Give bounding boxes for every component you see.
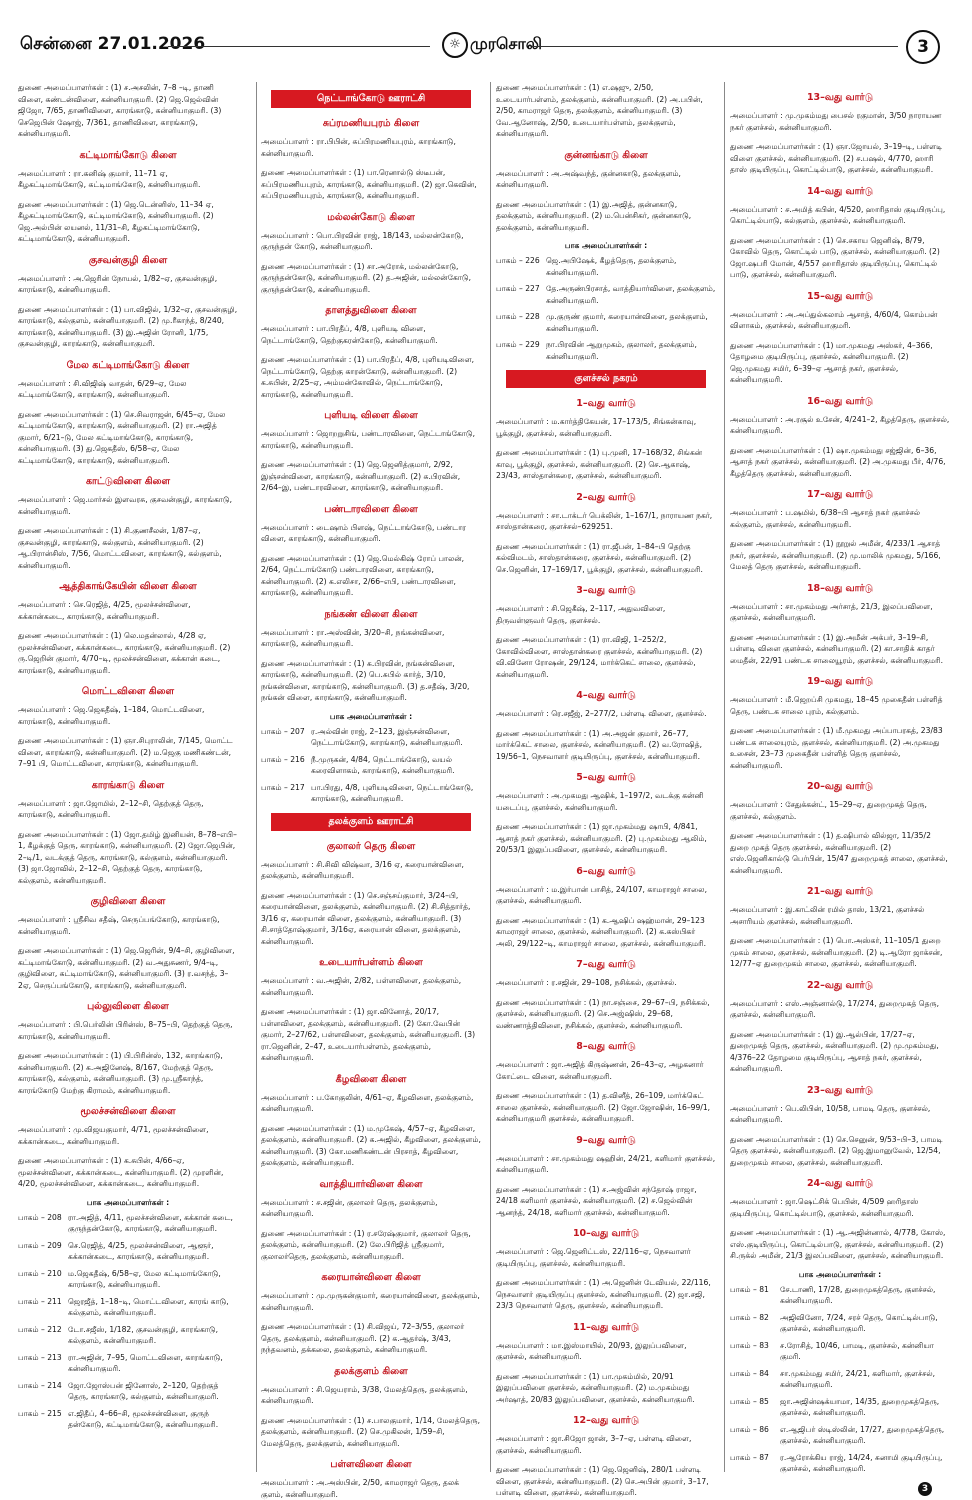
section-heading: 21–வது வார்டு — [806, 886, 874, 897]
bhaga-number: பாகம் – 87 — [730, 1452, 769, 1462]
bhaga-heading: பாக அமைப்பாளர்கள் : — [86, 1197, 170, 1207]
bhaga-row — [18, 1408, 238, 1431]
list-item: அமைப்பாளர் : மா.இஸ்மாயில், 20/93, இலுப்பவிளை, குளச்சல், கன்னியாகுமரி. — [496, 1340, 687, 1361]
list-item: துணை அமைப்பாளர்கள் : (1) செ.சிவராஜன், 6/45–ஏ, மேல கட்டிமாங்கோடு, காரங்காடு, கன்னியாகுமரி. (2) ரா.அஜித் குமார், 6/21–டு, மேல கட்டிமாங்கோடு, காரங்காடு, கன்னியாகுமரி. (3) து.ஜெகதீஸ், 6/58–ஏ, மேல கட்டிமாங்கோடு, காரங்காடு, கன்னியாகுமரி. — [18, 409, 226, 465]
list-item: அமைப்பாளர் : ஜா.அஜித் கிருஷ்ணன், 26–43–ஏ, அழகனார் கோட்டை விளை, கன்னியாகுமரி. — [496, 1060, 704, 1081]
bhaga-row — [496, 311, 716, 334]
list-item: அமைப்பாளர் : வ.அஜின், 2/82, பள்ளவிளை, தலக்குளம், கன்னியாகுமரி. — [261, 976, 462, 997]
list-item: துணை அமைப்பாளர்கள் : (1) சா.அரோக், மல்லன்கோடு, குருந்தன்கோடு, கன்னியாகுமரி. (2) த.அஜின், மல்லன்கோடு, குருந்தன்கோடு, கன்னியாகுமரி. — [261, 261, 472, 294]
bhaga-name: எ.ஜிதீப், 4–66–சி, மூலச்சன்விளை, குருந் தன்கோடு, கட்டிமாங்கோடு, கன்னியாகுமரி. — [68, 1408, 219, 1429]
header-date: சென்னை 27.01.2026 — [20, 34, 206, 54]
section-heading: ஆத்திகாங்கேயின் விளை கிளை — [59, 581, 197, 592]
bhaga-number: பாகம் – 84 — [730, 1368, 769, 1378]
list-item: துணை அமைப்பாளர்கள் : (1) இ.அமீன் அக்பர், 3–19–சி, பள்ளடி விளை குளச்சல், கன்னியாகுமரி. (2) கா.சாதிக் காதர் மைதீன், 22/91 பண்டக சாலையூரம், குளச்சல், கன்னியாகுமரி. — [730, 632, 943, 665]
bhaga-number: பாகம் – 228 — [496, 312, 540, 321]
list-item: அமைப்பாளர் : ஜா.ஜோமில், 2–12–சி, தெற்குத் தெரு, காரங்காடு, கன்னியாகுமரி. — [18, 798, 204, 819]
section-heading: குலாலர் தெரு கிளை — [326, 840, 416, 852]
list-item: அமைப்பாளர் : ச.அமித் கபின், 4/520, ஹாரிதாஸ் குடியிருப்பு, கொட்டில்பாடு, கல்குளம், குளச்சல், கன்னியாகுமரி. — [730, 204, 946, 225]
section-heading: 1–வது வார்டு — [576, 398, 636, 409]
list-item: அமைப்பாளர் : ப.கோகுலின், 4/61–ஏ, கீழவிளை, தலக்குளம், கன்னியாகுமரி. — [261, 1092, 474, 1113]
bhaga-row — [261, 726, 481, 749]
bhaga-number: பாகம் – 83 — [730, 1340, 769, 1350]
list-item: துணை அமைப்பாளர்கள் : (1) ஞா.ஜோயல், 3–19–டி, பள்ளடி விளை குளச்சல், கன்னியாகுமரி. (2) ச.பஷல், 4/770, ஹாரி தாஸ் குடியிருப்பு, கொட்டில்பாடு, குளச்சல், கன்னியாகுமரி. — [730, 142, 943, 174]
bhaga-name: ச.ரோசித், 10/46, பாமடி, குளச்சல், கன்னியா குமரி. — [780, 1340, 934, 1361]
bhaga-name: ஜெ.அபிஷேக், கீழத்தெரு, தலக்குளம், கன்னியாகுமரி. — [546, 256, 677, 277]
section-heading: கீழவிளை கிளை — [335, 1073, 407, 1085]
list-item: அமைப்பாளர் : சி.விஜிஷ் வாதன், 6/29–ஏ, மேல கட்டிமாங்கோடு, காரங்காடு, கன்னியாகுமரி. — [18, 378, 187, 399]
list-item: அமைப்பாளர் : ஜொறறுசிங், பண்டாரவிளை, நெட்டாங்கோடு, காரங்காடு, கன்னியாகுமரி. — [261, 429, 476, 450]
bhaga-name: மு.குருண் குமார், கரையான்விளை, தலக்குளம், கன்னியாகுமரி. — [546, 312, 708, 333]
column-2 — [261, 82, 481, 1499]
bhaga-name: ர.ஆரோக்கிய ராஜ், 14/24, சுனாமி குடியிருப்பு, குளச்சல், கன்னியாகுமரி. — [780, 1452, 943, 1473]
bhaga-row — [730, 1424, 950, 1447]
section-heading: 3–வது வார்டு — [576, 585, 636, 596]
list-item: துணை அமைப்பாளர்கள் : (1) ச.அசலின், 7–8 –டி, தாணி விளை, கண்டன்விளை, கன்னியாகுமரி. (2) ஜெ.ஜெல்வின் ஜிஜோ, 7/65, தாணிவிளை, காரங்காடு, கன்னியாகுமரி. (3) செஜெபின் ஷோஜ், 7/361, தாணிவிளை, காரங்காடு, கன்னியாகுமரி. — [18, 83, 222, 138]
list-item: அமைப்பாளர் : பி.பெர்லின் பிரின்ஸ், 8–75–பி, தெற்குத் தெரு, காரங்காடு, கன்னியாகுமரி. — [18, 1020, 233, 1041]
bhaga-number: பாகம் – 212 — [18, 1324, 62, 1334]
section-heading: 10–வது வார்டு — [572, 1228, 640, 1239]
list-item: துணை அமைப்பாளர்கள் : (1) ஞா.சிபுராலின், 7/145, மொட்ட விளை, காரங்காடு, கன்னியாகுமரி. (2) ம.ஜெகு மணிகண்டன், 7–91 பி, மொட்டவிளை, காரங்காடு, கன்னியாகுமரி. — [18, 736, 233, 768]
section-heading: உடையார்பள்ளம் கிளை — [319, 957, 423, 968]
list-item: அமைப்பாளர் : ஸ்ரீசிவ சதீஷ், செருப்பங்கோடு, காரங்காடு, கன்னியாகுமரி. — [18, 915, 220, 936]
section-heading: தலக்குளம் கிளை — [334, 1365, 408, 1377]
section-heading: காரங்காடு கிளை — [91, 779, 165, 791]
section-heading: 19–வது வார்டு — [806, 676, 874, 687]
page-number-badge: 3 — [906, 30, 940, 64]
bhaga-number: பாகம் – 216 — [261, 754, 305, 764]
list-item: அமைப்பாளர் : ரா.கனிஷ் குமார், 11–71 ஏ, கீழகட்டிமாங்கோடு, கட்டிமாங்கோடு, கன்னியாகுமரி. — [18, 168, 201, 189]
bhaga-row — [18, 1296, 238, 1319]
list-item: துணை அமைப்பாளர்கள் : (1) ஜா.வினோத், 20/17, பள்ளவிளை, தலக்குளம், கன்னியாகுமரி. (2) கோ.வேபின் குமார், 2–27/62, பள்ளவிளை, தலக்குளம், கன்னியாகுமரி. (3) ரா.ஜெனின், 2–47, உடையார்பள்ளம், தலக்குளம், கன்னியாகுமரி. — [261, 1007, 476, 1062]
bhaga-row — [18, 1240, 238, 1263]
bhaga-row — [730, 1284, 950, 1307]
list-item: அமைப்பாளர் : ரா.பிபின், சுப்பிரமணியபுரம், காரங்காடு, கன்னியாகுமரி. — [261, 137, 456, 158]
section-heading: மல்லன்கோடு கிளை — [327, 211, 415, 223]
column-4 — [730, 82, 950, 1472]
section-heading: 23–வது வார்டு — [806, 1084, 874, 1096]
bhaga-name: தே.அருண்பிரசாத், வாத்தியார்விளை, தலக்குளம், கன்னியாகுமரி. — [546, 284, 716, 305]
list-item: துணை அமைப்பாளர்கள் : (1) க.ஆஷிப் ஷஹ்மான், 29–123 காமராஜர் சாலை, குளச்சல், கன்னியாகுமரி. (2) க.கஸ்பிகர் அலி, 29/122–டி, காமராஜர் சாலை, குளச்சல், கன்னியாகுமரி. — [496, 915, 706, 948]
list-item: அமைப்பாளர் : எஸ்.அஞ்னால்டு, 17/274, துறைமுகத் தெரு, குளச்சல், கன்னியாகுமரி. — [730, 998, 939, 1019]
section-heading: 8–வது வார்டு — [576, 1041, 636, 1052]
bhaga-name: ரா.அஜித், 4/11, மூலச்சன்விளை, கக்கான் கடை, குருந்தன்கோடு, காரங்காடு, கன்னியாகுமரி. — [68, 1212, 233, 1233]
header-rule-left — [168, 46, 430, 47]
bhaga-name: ர.அல்வின் ராஜ், 2–123, இஞ்சன்விளை, நெட்டாங்கோடு, காரங்காடு, கன்னியாகுமரி. — [311, 726, 463, 747]
list-item: துணை அமைப்பாளர்கள் : (1) பா.ரெனால்டு ஸ்டீபன், சுப்பிரமணியபுரம், காரங்காடு, கன்னியாகுமரி. (2) ஜா.கெவின், சுப்பிரமணியபுரம், காரங்காடு, கன்னியாகுமரி. — [261, 168, 477, 200]
bhaga-number: பாகம் – 82 — [730, 1312, 769, 1322]
list-item: துணை அமைப்பாளர்கள் : (1) இ.அஜித், குன்னகாடு, தலக்குளம், கன்னியாகுமரி. (2) ம.பென்சிகர், குன்னகாடு, தலக்குளம், கன்னியாகுமரி. — [496, 199, 692, 232]
bhaga-row — [18, 1324, 238, 1347]
section-heading: பள்ளவிளை கிளை — [330, 1459, 412, 1470]
section-heading: 22–வது வார்டு — [806, 979, 874, 991]
section-heading: கரையான்விளை கிளை — [321, 1272, 421, 1283]
paper-logo-icon: ☼ — [442, 32, 468, 58]
bhaga-name: நீ.முருகன், 4/84, நெட்டாங்கோடு, வயல் கரைவிளாகம், காரங்காடு, கன்னியாகுமரி. — [311, 754, 455, 775]
list-item: துணை அமைப்பாளர்கள் : (1) ஜா.முகம்மது ஷாபி, 4/841, ஆசாத் நகர் குளச்சல், கன்னியாகுமரி. (2) பு.முகம்மது ஆலிம், 20/53/1 இலுப்பவிளை, குளச்சல், கன்னியாகுமரி. — [496, 822, 707, 854]
list-item: அமைப்பாளர் : மு.விஜயகுமார், 4/71, மூலச்சன்விளை, கக்கான்கடை, கன்னியாகுமரி. — [18, 1125, 209, 1146]
article-columns — [18, 82, 950, 1499]
list-item: அமைப்பாளர் : அ.அஸ்பின், 2/50, காமராஜர் தெரு, தலக் குளம், கன்னியாகுமரி. — [261, 1478, 460, 1499]
section-heading: மேல கட்டிமாங்கோடு கிளை — [66, 359, 190, 371]
list-item: துணை அமைப்பாளர்கள் : (1) ஜெ.ஜெனிஷ், 280/1 பள்ளடி விளை, குளச்சல், கன்னியாகுமரி. (2) செ.அபின் குமார், 3–17, பள்ளடி விளை, குளச்சல், கன்னியாகுமரி. — [496, 1465, 709, 1497]
bhaga-name: பா.பிரது, 4/8, புளியடிவிளை, நெட்டாங்கோடு, காரங்காடு, கன்னியாகுமரி. — [311, 782, 474, 803]
list-item: துணை அமைப்பாளர்கள் : (1) பு.முனி, 17–168/32, சிங்கன் காவு, பூக்குழி, குளச்சல், கன்னியாகுமரி. (2) செ.ஆகாஷ், 23/43, சாஸ்தான்கரை, குளச்சல், கன்னியாகுமரி. — [496, 448, 703, 480]
section-heading: குழிவிளை கிளை — [90, 896, 166, 907]
list-item: துணை அமைப்பாளர்கள் : (1) ரா.விஜி, 1–252/2, கோவில்விளை, சாஸ்தான்கரை குளச்சல், கன்னியாகுமரி. (2) வி.வினோ ரோஷன், 29/124, மார்க்கெட் சாலை, குளச்சல், கன்னியாகுமரி. — [496, 635, 703, 679]
section-heading: 18–வது வார்டு — [806, 582, 874, 594]
bhaga-name: ஜெரஜீத், 1–18–டி, மொட்டவிளை, காரங் காடு, கல்குளம், கன்னியாகுமரி. — [68, 1296, 229, 1317]
list-item: துணை அமைப்பாளர்கள் : (1) செ.சஞ்சய்குமார், 3/24–பி, கரையான்விளை, தலக்குளம், கன்னியாகுமரி. (2) சி.சித்தார்த், 3/16 ஏ, கரையான் விளை, தலக்குளம், கன்னியாகுமரி. (3) சி.சாத்தோஷ்குமார், 3/16ஏ, கரையான் விளை, தலக்குளம், கன்னியாகுமரி. — [261, 890, 471, 946]
page-header — [0, 0, 972, 70]
list-item: துணை அமைப்பாளர்கள் : (1) மா.முகமது அஸ்கர், 4–366, தோழமை குடியிருப்பு, குளச்சல், கன்னியாகுமரி. (2) ஜெ.முகமது சமிர், 6–39–ஏ ஆசாத் நகர், குளச்சல், கன்னியாகுமரி. — [730, 340, 933, 384]
bhaga-name: செ.ரெஜித், 4/25, மூலச்சன்விளை, ஆளூர், கக்கான்கடை, காரங்காடு, கன்னியாகுமரி. — [68, 1240, 214, 1261]
list-item: துணை அமைப்பாளர்கள் : (1) ஜோ.தமிழ் இனியன், 8–78–எபி–1, கீழக்குத் தெரு, காரங்காடு, கன்னியாகுமரி. (2) ஜோ.ஜெபின், 2–டி/1, வடக்குத் தெரு, காரங்காடு, கல்குளம், கன்னியாகுமரி. (3) ஜா.ஜோவில், 2–12–சி, தெற்குத் தெரு, காரங்காடு, கல்குளம், கன்னியாகுமரி. — [18, 829, 237, 885]
bhaga-number: பாகம் – 217 — [261, 782, 305, 792]
bhaga-name: ஜோ.ஜோஸ்பன் ஜினோஸ், 2–120, தெற்குத் தெரு, காரங்காடு, கல்குளம், கன்னியாகுமரி. — [68, 1380, 219, 1401]
bhaga-number: பாகம் – 207 — [261, 726, 305, 736]
section-heading: குன்னங்காடு கிளை — [564, 149, 648, 161]
list-item: அமைப்பாளர் : ர.சஜின், 29–108, நசிக்கல், குளச்சல். — [496, 978, 677, 987]
bhaga-name: ம.ஜெகதீஷ், 6/58–ஏ, மேல கட்டிமாங்கோடு, காரங்காடு, கன்னியாகுமரி. — [68, 1268, 221, 1289]
list-item: அமைப்பாளர் : மீ.ஜெறப்சி முகமது, 18–45 முகைதீன் பள்ளித் தெரு, பண்டக சாலை புரம், கல்குளம். — [730, 695, 943, 716]
list-item: அமைப்பாளர் : அ.அப்துல்கலாம் ஆசாத், 4/60/4, கொம்பன் விளாகம், குளச்சல், கன்னியாகுமரி. — [730, 309, 938, 330]
list-item: அமைப்பாளர் : அ.ரசூல் உசேன், 4/241–2, கீழத்தெரு, குளச்சல், கன்னியாகுமரி. — [730, 414, 950, 435]
bhaga-heading: பாக அமைப்பாளர்கள் : — [329, 711, 413, 721]
bhaga-row — [261, 782, 481, 805]
list-item: அமைப்பாளர் : சா.முகம்மது ஷஹின், 24/21, களிமார் குளச்சல், கன்னியாகுமரி. — [496, 1153, 716, 1174]
list-item: துணை அமைப்பாளர்கள் : (1) ஜெ.மெல்கிஷ் ரோப் பாலன், 2/64, நெட்டாங்கோடு பண்டாரவிளை, காரங்காடு, கன்னியாகுமரி. (2) க.எலிசா, 2/66–எபி, பண்டாரவிளை, காரங்காடு, கன்னியாகுமரி. — [261, 553, 465, 597]
bhaga-number: பாகம் – 229 — [496, 340, 540, 349]
list-item: அமைப்பாளர் : டைஷாம் பிளஷ், நெட்டாங்கோடு, பண்டார விளை, காரங்காடு, கன்னியாகுமரி. — [261, 522, 467, 543]
list-item: அமைப்பாளர் : மு.முகம்மது பைசல் ரகுமான், 3/50 நாராயண நகர் குளச்சல், கன்னியாகுமரி. — [730, 111, 942, 132]
list-item: அமைப்பாளர் : சேதுக்கன்ட், 15–29–ஏ, துறைமுகத் தெரு, குளச்சல், கல்குளம். — [730, 800, 927, 821]
list-item: அமைப்பாளர் : மு.முருகன்குமார், கரையான்விளை, தலக்குளம், கன்னியாகுமரி. — [261, 1291, 480, 1312]
list-item: துணை அமைப்பாளர்கள் : (1) நா.சஞ்சை, 29–67–பி, நசிக்கல், குளச்சல், கன்னியாகுமரி. (2) செ.அஜ்ஷிஸ், 29–68, வண்ணாத்திவிளை, நசிக்கல், குளச்சல், கன்னியாகுமரி. — [496, 997, 710, 1030]
list-item: துணை அமைப்பாளர்கள் : (1) ம.முகேஷ், 4/57–ஏ, கீழவிளை, தலக்குளம், கன்னியாகுமரி. (2) க.அஜில், கீழவிளை, தலக்குளம், கன்னியாகுமரி. (3) கோ.மணிகண்டன் பிரசாத், கீழவிளை, தலக்குளம், கன்னியாகுமரி. — [261, 1123, 481, 1167]
section-heading: பண்டாரவிளை கிளை — [324, 503, 418, 515]
list-item: துணை அமைப்பாளர்கள் : (1) பா.விஜில், 1/32–ஏ, குசவன்குழி, காரங்காடு, கல்குளம், கன்னியாகுமரி. (2) மு.ரீகாந்த், 8/240, காரங்காடு, கன்னியாகுமரி. (3) இ.அஜின் ரோனி, 1/75, குசவன்குழி, காரங்காடு, கன்னியாகுமரி. — [18, 304, 238, 348]
list-item: அமைப்பாளர் : பொ.பிரவின் ராஜ், 18/143, மல்லன்கோடு, குருந்தன் கோடு, கன்னியாகுமரி. — [261, 230, 464, 251]
list-item: துணை அமைப்பாளர்கள் : (1) அ.ஜெனின் டேவியல், 22/116, நெசவாளர் குடியிருப்பு குளச்சல், கன்னியாகுமரி. (2) ஜா.சஜி, 23/3 நெசவாளர் தெரு, குளச்சல், கன்னியாகுமரி. — [496, 1278, 711, 1310]
list-item: துணை அமைப்பாளர்கள் : (1) மீ.முகமது அப்பாபரகத், 23/83 பண்டக சாலையுரம், குளச்சல், கன்னியாகுமரி. (2) அ.முகமது உசைன், 23–73 முகைதீன் பள்ளித் தெரு குளச்சல், கன்னியாகுமரி. — [730, 726, 943, 770]
bhaga-row — [730, 1340, 950, 1363]
bhaga-number: பாகம் – 85 — [730, 1396, 769, 1406]
section-heading: 13–வது வார்டு — [806, 92, 874, 103]
section-heading: மொட்டவிளை கிளை — [81, 686, 175, 697]
list-item: அமைப்பாளர் : பா.பிரதீப், 4/8, புளியடி விளை, நெட்டாங்கோடு, தெற்குகரன்கோடு, கன்னியாகுமரி. — [261, 324, 438, 345]
bhaga-row — [18, 1380, 238, 1403]
list-item: துணை அமைப்பாளர்கள் : (1) ஜெ.ஜெரின், 9/4–சி, குழிவிளை, கட்டிமாங்கோடு, கன்னியாகுமரி. (2) வ.அதுசுணர், 9/4–டி, குழிவிளை, கட்டிமாங்கோடு, கன்னியாகுமரி. (3) ர.வசந்த், 3–2ஏ, செருப்பங்கோடு, காரங்காடு, கன்னியாகுமரி. — [18, 946, 235, 990]
bhaga-name: ஜா.அஜின்ஷக்யாமா, 14/35, துறைமுகத்தெரு, குளச்சல், கன்னியாகுமரி. — [780, 1396, 940, 1417]
section-heading: சுப்ரமணியபுரம் கிளை — [322, 118, 420, 129]
list-item: துணை அமைப்பாளர்கள் : (1) லெ.மதன்லால், 4/28 ஏ, மூலச்சன்விளை, கக்கான்கடை, காரங்காடு, கன்னியாகுமரி. (2) ரு.ஜெறின் குமார், 4/70–டி, மூலச்சன்விளை, கக்கான் கடை, காரங்காடு, கன்னியாகுமரி. — [18, 631, 231, 675]
list-item: துணை அமைப்பாளர்கள் : (1) ச.அஜ்வின் சந்தோஷ் ராஜா, 24/18 களிமார் குளச்சல், கன்னியாகுமரி. (2) ச.ஜெல்வின் ஆனந்த், 24/18, களிமார் குளச்சல், கன்னியாகுமரி. — [496, 1184, 697, 1217]
bhaga-row — [18, 1212, 238, 1235]
bhaga-name: ரா.அஜின், 7–95, மொட்டவிளை, காரங்காடு, கன்னியாகுமரி. — [68, 1352, 223, 1373]
bhaga-name: சா.முகம்மது சமிர், 24/21, களிமார், குளச்சல், கன்னியாகுமரி. — [780, 1368, 936, 1389]
list-item: துணை அமைப்பாளர்கள் : (1) ஜெ.டென்னிஸ், 11–34 ஏ, கீழகட்டிமாங்கோடு, கட்டிமாங்கோடு, கன்னியாகுமரி. (2) ஜெ.அல்பின் லயனல், 11/31–சி, கீழகட்டிமாங்கோடு, கட்டிமாங்கோடு, கன்னியாகுமரி. — [18, 199, 214, 243]
list-item: அமைப்பாளர் : சி.ஜெகீஷ், 2–117, அதுவவிளை, திருவள்ளுவர் தெரு, குளச்சல். — [496, 604, 666, 625]
bhaga-number: பாகம் – 211 — [18, 1296, 62, 1306]
list-item: அமைப்பாளர் : ம.கார்த்திகேயன், 17–173/5, சிங்கன்காவு, பூக்குழி, குளச்சல், கன்னியாகுமரி. — [496, 417, 697, 438]
list-item: அமைப்பாளர் : ஜெ.ஜெகதீஷ், 1–184, மொட்டவிளை, காரங்காடு, கன்னியாகுமரி. — [18, 705, 205, 726]
section-heading: 12–வது வார்டு — [572, 1415, 640, 1426]
bhaga-name: டோ.சஜீஸ், 1/182, குசவன்குழி, காரங்காடு, கல்குளம், கன்னியாகுமரி. — [68, 1324, 219, 1345]
section-heading: காட்டுவிளை கிளை — [85, 476, 171, 487]
section-heading: 5–வது வார்டு — [576, 772, 636, 783]
section-heading: 7–வது வார்டு — [576, 959, 636, 970]
list-item: துணை அமைப்பாளர்கள் : (1) த.ஷிபால் வில்ஜா, 11/35/2 துறை முகத் தெரு குளச்சல், கன்னியாகுமரி. (2) எஸ்.ஜெனிகால்டு பெர்பின், 15/47 துறைமுகத் சாலை, குளச்சல், கன்னியாகுமரி. — [730, 831, 948, 875]
list-item: துணை அமைப்பாளர்கள் : (1) ஆ.அஜின்னால், 4/778, கோஸ், எஸ்.குடியிருப்பு, கொட்டில்பாடு, குளச்சல், கன்னியாகுமரி. (2) சி.ருக்ல் அமீன், 21/3 இலப்பவிளை, குளச்சல், கன்னியாகுமரி. — [730, 1228, 946, 1260]
column-3 — [496, 82, 716, 1497]
list-item: அமைப்பாளர் : சா.முகம்மது அர்சாத், 21/3, இலப்பவிளை, குளச்சல், கன்னியாகுமரி. — [730, 601, 933, 622]
list-item: துணை அமைப்பாளர்கள் : (1) பி.பிரின்ஸ், 132, காரங்காடு, கன்னியாகுமரி. (2) க.அஜினேஷ், 8/167, மேற்குத் தெரு, காரங்காடு, கல்குளம், கன்னியாகுமரி. (3) மு.ஸ்ரீகாந்த், காரங்கோடு மேற்கு கிராமம், கன்னியாகுமரி. — [18, 1051, 223, 1095]
bhaga-number: பாகம் – 213 — [18, 1352, 62, 1362]
bhaga-heading: பாக அமைப்பாளர்கள் : — [798, 1269, 882, 1279]
list-item: அமைப்பாளர் : ஜா.சிஜோ ஜான், 3–7–ஏ, பள்ளடி விளை, குளச்சல், கன்னியாகுமரி. — [496, 1434, 692, 1455]
list-item: துணை அமைப்பாளர்கள் : (1) சி.விஜய், 72–3/55, குலாலர் தெரு, தலக்குளம், கன்னியாகுமரி. (2) க.ஆதர்ஷ், 3/43, நந்தவனம், தக்கலை, தலக்குளம், கன்னியாகுமரி. — [261, 1322, 465, 1354]
list-item: அமைப்பாளர் : ஜெ.ஜெனிட்டஸ், 22/116–ஏ, நெசவாளர் குடியிருப்பு, குளச்சல், கன்னியாகுமரி. — [496, 1247, 691, 1268]
list-item: துணை அமைப்பாளர்கள் : (1) பா.முகம்மில், 20/91 இலுப்பவிளை குளச்சல், கன்னியாகுமரி. (2) ம.முகம்மது அர்ஷாத், 20/83 இலுப்பவிளை, குளச்சல், கன்னியாகுமரி. — [496, 1371, 695, 1404]
bhaga-row — [730, 1452, 950, 1475]
section-heading: 4–வது வார்டு — [576, 690, 636, 701]
section-heading: தாளத்துவிளை கிளை — [325, 305, 417, 316]
section-heading: குசவன்குழி கிளை — [88, 254, 168, 266]
bhaga-heading: பாக அமைப்பாளர்கள் : — [564, 241, 648, 250]
section-heading: 2–வது வார்டு — [576, 491, 636, 503]
section-heading: 6–வது வார்டு — [576, 865, 636, 877]
section-banner: தலக்குளம் ஊராட்சி — [271, 813, 471, 831]
bhaga-row — [730, 1396, 950, 1419]
list-item: துணை அமைப்பாளர்கள் : (1) ஜெ.ஜெனித்குமார், 2/92, இஞ்சன்விளை, காரங்காடு, கன்னியாகுமரி. (2) சு.பிரவின், 2/64–இ, பண்டாரவிளை, காரங்காடு, கன்னியாகுமரி. — [261, 460, 461, 492]
section-heading: நங்கண் விளை கிளை — [324, 608, 418, 620]
section-heading: 16–வது வார்டு — [806, 395, 874, 407]
bhaga-row — [18, 1268, 238, 1291]
section-heading: 15–வது வார்டு — [806, 290, 874, 302]
bhaga-row — [730, 1368, 950, 1391]
list-item: துணை அமைப்பாளர்கள் : (1) சு.பிரவின், நங்கன்விளை, காரங்காடு, கன்னியாகுமரி. (2) பெ.சுபில் கார்த், 3/10, நங்கன்விளை, காரங்காடு, கன்னியாகுமரி. (3) த.சதீஷ், 3/20, நங்கன் விளை, காரங்காடு, கன்னியாகுமரி. — [261, 658, 470, 702]
list-item: அமைப்பாளர் : சி.ஜெயராம், 3/38, மேலத்தெரு, தலக்குளம், கன்னியாகுமரி. — [261, 1384, 468, 1405]
list-item: துணை அமைப்பாளர்கள் : (1) இ.ஆல்பின், 17/27–ஏ, துறைமுகத் தெரு, குளச்சல், கன்னியாகுமரி. (2) மு.முகம்மது, 4/376–22 தோழமை குடியிருப்பு, ஆசாத் நகர், குளச்சல், கன்னியாகுமரி. — [730, 1029, 939, 1073]
section-heading: 11–வது வார்டு — [572, 1321, 640, 1333]
list-item: துணை அமைப்பாளர்கள் : (1) செ.செனுன், 9/53–பி–3, பாமடி தெரு குளச்சல், கன்னியாகுமரி. (2) ஜெ.இமானுவேல், 12/54, துறைமுகம் சாலை, குளச்சல், கன்னியாகுமரி. — [730, 1134, 943, 1167]
header-rule-right — [532, 46, 898, 47]
list-item: அமைப்பாளர் : சி.சிவி விஷ்வா, 3/16 ஏ, கரையான்விளை, தலக்குளம், கன்னியாகுமரி. — [261, 859, 464, 880]
section-heading: மூலச்சன்விளை கிளை — [80, 1106, 176, 1117]
section-heading: வாத்தியார்விளை கிளை — [319, 1178, 423, 1190]
section-heading: 24–வது வார்டு — [806, 1178, 874, 1189]
list-item: துணை அமைப்பாளர்கள் : (1) பொ.அஸ்கர், 11–105/1 துறை முகம் சாலை, குளச்சல், கன்னியாகுமரி. (2) டி.ஆரோ ஜாக்சன், 12/77–ஏ துறைமுகம் சாலை, குளச்சல், கன்னியாகுமரி. — [730, 936, 943, 968]
list-item: அமைப்பாளர் : ஜா.ஷெட்சிக் பெபின், 4/509 ஹரிதாஸ் குடியிருப்பு, கொட்டில்பாடு, குளச்சல், கன்னியாகுமரி. — [730, 1197, 919, 1218]
list-item: துணை அமைப்பாளர்கள் : (1) எ.ஷஜு, 2/50, உடையார்பள்ளம், தலக்குளம், கன்னியாகுமரி. (2) அ.பபின், 2/50, காமராஜர் தெரு, தலக்குளம், கன்னியாகுமரி. (3) வே.ஆனோஷ், 2/50, உடையார்பள்ளம், தலக்குளம், கன்னியாகுமரி. — [496, 83, 703, 138]
list-item: அமைப்பாளர் : ம.இர்பான் பாசித், 24/107, காமராஜர் சாலை, குளச்சல், கன்னியாகுமரி. — [496, 884, 707, 905]
list-item: துணை அமைப்பாளர்கள் : (1) ஷா.முகம்மது சஜ்ஜின், 6–36, ஆசாத் நகர் குளச்சல், கன்னியாகுமரி. (2) அ.முகமது பீர், 4/76, கீழத்தெரு குளச்சல், கன்னியாகுமரி. — [730, 445, 946, 478]
bhaga-number: பாகம் – 81 — [730, 1284, 769, 1294]
bhaga-row — [496, 255, 716, 278]
bhaga-number: பாகம் – 226 — [496, 256, 540, 265]
bhaga-number: பாகம் – 209 — [18, 1240, 62, 1250]
section-heading: கட்டிமாங்கோடு கிளை — [79, 149, 177, 161]
column-1 — [18, 82, 238, 1472]
list-item: துணை அமைப்பாளர்கள் : (1) ர.சரேஷ்குமார், குலாலர் தெரு, தலக்குளம், கன்னியாகுமரி. (2) லே.பிரிஜித் ஸ்ரீகுமார், குலாலர்தெரு, தலக்குளம், கன்னியாகுமரி. — [261, 1228, 471, 1261]
list-item: அமைப்பாளர் : சா.டாக்டர் பெக்லின், 1–167/1, நாராயண நகர், சாஸ்தான்கரை, குளச்சல்–629251. — [496, 510, 713, 531]
list-item: அமைப்பாளர் : அ.அஷ்வந்த், குன்னகாடு, தலக்குளம், கன்னியாகுமரி. — [496, 168, 681, 189]
list-item: அமைப்பாளர் : ப.ஷமில், 6/38–பி ஆசாத் நகர் குளச்சல் கல்குளம், குளச்சல், கன்னியாகுமரி. — [730, 508, 921, 529]
bhaga-name: எ.ஆஜிபர் ஸ்டிஸ்லின், 17/27, துறைமுகத்தெரு, குளச்சல், கன்னியாகுமரி. — [780, 1424, 945, 1445]
bhaga-row — [496, 339, 716, 362]
list-item: அமைப்பாளர் : அ.முகமது ஆஷிக், 1–197/2, வடக்கு கன்னி யடைப்பு, குளச்சல், கன்னியாகுமரி. — [496, 791, 704, 812]
section-heading: 20–வது வார்டு — [806, 781, 874, 792]
list-item: அமைப்பாளர் : ச.சஜின், குலாலர் தெரு, தலக்குளம், கன்னியாகுமரி. — [261, 1197, 438, 1218]
section-heading: 17–வது வார்டு — [806, 489, 874, 500]
list-item: அமைப்பாளர் : அ.ஜெரின் நோயல், 1/82–ஏ, குசவன்குழி, காரங்காடு, கன்னியாகுமரி. — [18, 273, 218, 294]
list-item: துணை அமைப்பாளர்கள் : (1) ரா.ஜீபன், 1–84–பி தெற்கு கல்விமடம், சாஸ்தான்கரை, குளச்சல், கன்னியாகுமரி. (2) செ.ஜெனின், 17–169/17, பூக்குழி, குளச்சல், கன்னியாகுமரி. — [496, 541, 703, 574]
bhaga-name: சே.டாணி, 17/28, துறைமுகத்தெரு, குளச்சல், கன்னியாகுமரி. — [780, 1284, 936, 1305]
section-banner: குளச்சல் நகரம் — [506, 370, 706, 388]
list-item: அமைப்பாளர் : ரெ.சஜீஜ், 2–277/2, பள்ளடி விளை, குளச்சல். — [496, 709, 707, 718]
list-item: துணை அமைப்பாளர்கள் : (1) அ.அஜன் குமார், 26–77, மார்க்கெட் சாலை, குளச்சல், கன்னியாகுமரி. (2) வ.ரோஷித், 19/56–1, நெசவாளர் குடியிருப்பு, குளச்சல், கன்னியாகுமரி. — [496, 728, 703, 761]
list-item: துணை அமைப்பாளர்கள் : (1) சி.குணசீலன், 1/87–ஏ, குசவன்குழி, காரங்காடு, கல்குளம், கன்னியாகுமரி. (2) ஆ.பிரான்சிஸ், 7/56, மொட்டவிளை, காரங்காடு, கல்குளம், கன்னியாகுமரி. — [18, 526, 222, 570]
section-heading: புளியடி விளை கிளை — [324, 410, 418, 421]
list-item: அமைப்பாளர் : ரா.அஸ்வின், 3/20–சி, நங்கன்விளை, காரங்காடு, கன்னியாகுமரி. — [261, 627, 445, 648]
bhaga-row — [730, 1312, 950, 1335]
list-item: அமைப்பாளர் : செ.ரெஜித், 4/25, மூலச்சன்விளை, கக்கான்கடை, காரங்காடு, கன்னியாகுமரி. — [18, 600, 191, 621]
bhaga-number: பாகம் – 227 — [496, 284, 540, 293]
list-item: துணை அமைப்பாளர்கள் : (1) செ.சகாய ஜெனிஷ், 8/79, கோவில் தெரு, கொட்டில் பாடு, குளச்சல், கன்னியாகுமரி. (2) ஜோ.ஷபரி மோன், 4/557 ஹாரிதாஸ் குடியிருப்பு, கொட்டில் பாடு, குளச்சல், கன்னியாகுமரி. — [730, 235, 940, 279]
section-banner: நெட்டாங்கோடு ஊராட்சி — [271, 90, 471, 108]
bhaga-row — [261, 754, 481, 777]
list-item: அமைப்பாளர் : இ.காட்லின் ரமில் தாஸ், 13/21, குளச்சல் அசாரியம் குளச்சல், கன்னியாகுமரி. — [730, 905, 925, 926]
bhaga-row — [496, 283, 716, 306]
bhaga-name: நா.பிரவின் ஆறுமுகம், குலாலர், தலக்குளம், கன்னியாகுமரி. — [546, 340, 697, 361]
bhaga-number: பாகம் – 215 — [18, 1408, 62, 1418]
bhaga-row — [18, 1352, 238, 1375]
footer-page-number: 3 — [918, 1482, 932, 1496]
bhaga-name: அஜிவினோ, 7/24, சரச் தெரு, கொட்டில்பாடு, குளச்சல், கன்னியாகுமரி. — [780, 1312, 938, 1333]
list-item: துணை அமைப்பாளர்கள் : (1) பா.பிரதீப், 4/8, புளியடிவிளை, நெட்டாங்கோடு, தெற்கு காரன்கோடு, கன்னியாகுமரி. (2) க.சுபின், 2/25–ஏ, அம்மன்கோவில், நெட்டாங்கோடு, காரங்காடு, கன்னியாகுமரி. — [261, 355, 474, 399]
section-heading: 14–வது வார்டு — [806, 185, 874, 197]
bhaga-number: பாகம் – 210 — [18, 1268, 62, 1278]
bhaga-number: பாகம் – 86 — [730, 1424, 769, 1434]
list-item: அமைப்பாளர் : பெ.லிபின், 10/58, பாமடி தெரு, குளச்சல், கன்னியாகுமரி. — [730, 1103, 931, 1124]
list-item: துணை அமைப்பாளர்கள் : (1) த.வினீத், 26–109, மார்க்கெட் சாலை குளச்சல், கன்னியாகுமரி. (2) ஜோ.ஜோஷின், 16–99/1, கன்னியாகுமரி குளச்சல், கன்னியாகுமரி. — [496, 1091, 711, 1123]
list-item: அமைப்பாளர் : ஜெ.மார்சல் இளவரசு, குசவன்குழி, காரங்காடு, கன்னியாகுமரி. — [18, 495, 233, 516]
bhaga-number: பாகம் – 214 — [18, 1380, 62, 1390]
section-heading: புல்லுவிளை கிளை — [87, 1001, 169, 1012]
bhaga-number: பாகம் – 208 — [18, 1212, 62, 1222]
section-heading: 9–வது வார்டு — [576, 1134, 636, 1146]
list-item: துணை அமைப்பாளர்கள் : (1) ச.பாலகுமார், 1/14, மேலத்தெரு, தலக்குளம், கன்னியாகுமரி. (2) செ.முகிலன், 1/59–சி, மேலத்தெரு, தலக்குளம், கன்னியாகுமரி. — [261, 1415, 480, 1448]
paper-name: முரசொலி — [470, 34, 542, 53]
list-item: துணை அமைப்பாளர்கள் : (1) நூறுல் அமீன், 4/233/1 ஆசாத் நகர், குளச்சல், கன்னியாகுமரி. (2) மு.மாலிக் முகமது, 5/166, மேலத் தெரு குளச்சல், கன்னியாகுமரி. — [730, 539, 941, 571]
list-item: துணை அமைப்பாளர்கள் : (1) க.சுபின், 4/66–ஏ, மூலச்சன்விளை, கக்கான்கடை, கன்னியாகுமரி. (2) முரளின், 4/20, மூலச்சன்விளை, கக்கான்கடை, கன்னியாகுமரி. — [18, 1156, 224, 1188]
